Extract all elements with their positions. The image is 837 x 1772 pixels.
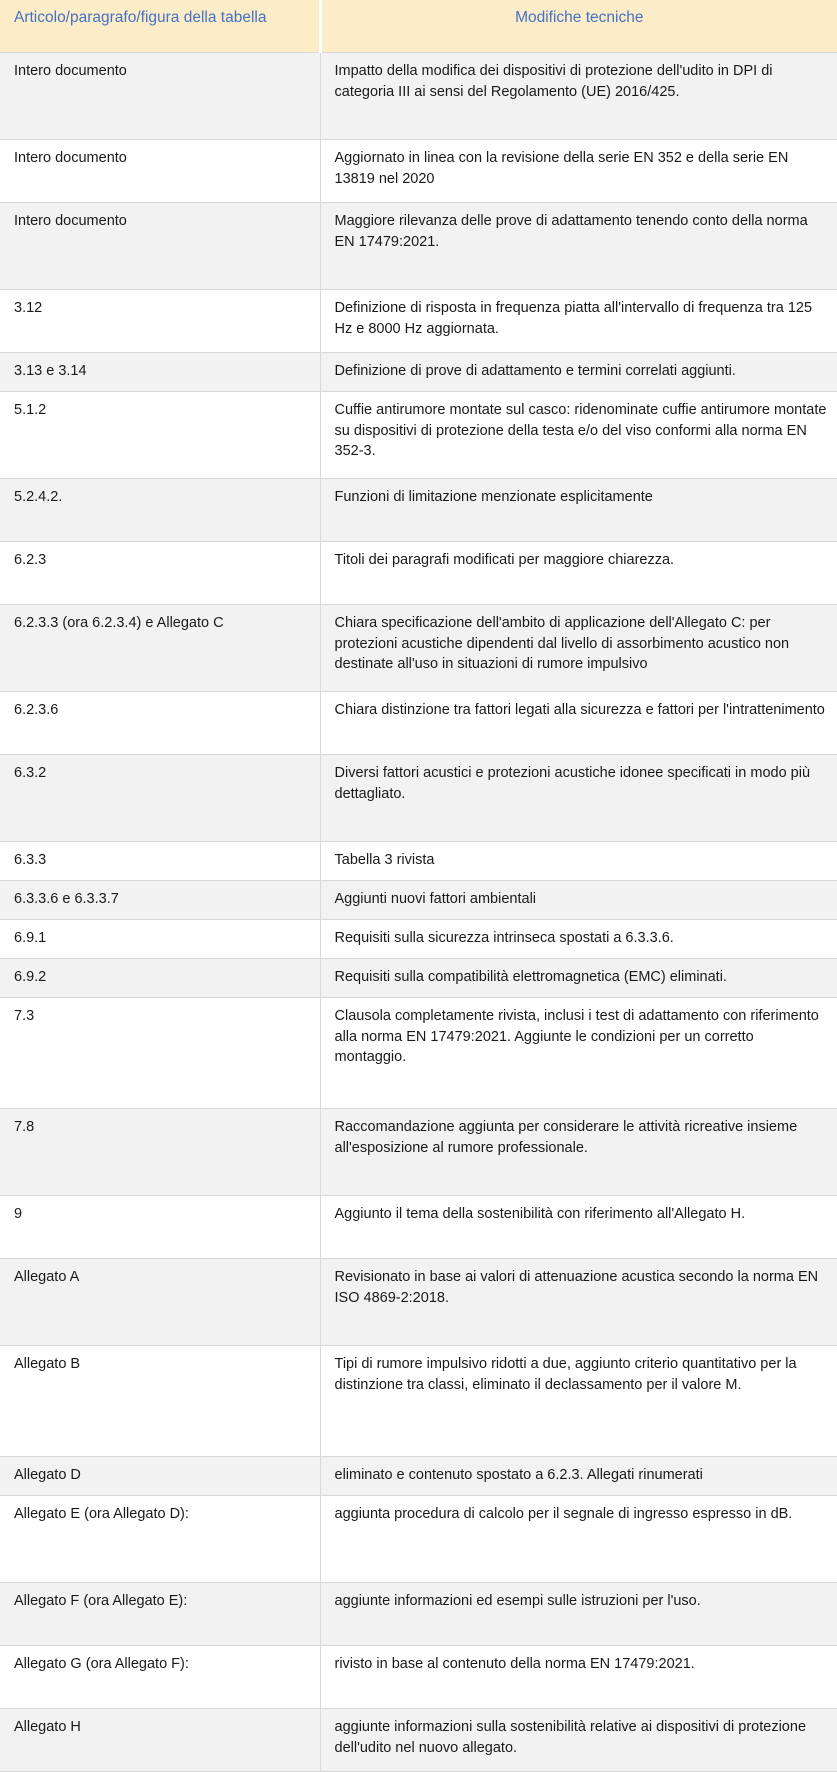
cell-technical-change: rivisto in base al contenuto della norma EN 17479:2021.: [320, 1646, 837, 1709]
table-row: [0, 755, 837, 842]
cell-technical-change: Diversi fattori acustici e protezioni acustiche idonee specificati in modo più dettagliato.: [320, 755, 837, 842]
cell-technical-change: Aggiunti nuovi fattori ambientali: [320, 881, 837, 920]
cell-reference: Allegato A: [0, 1259, 320, 1346]
cell-reference: 9: [0, 1196, 320, 1259]
table-row: [0, 353, 837, 392]
cell-reference: 6.3.3: [0, 842, 320, 881]
cell-technical-change: Definizione di prove di adattamento e termini correlati aggiunti.: [320, 353, 837, 392]
cell-technical-change: Titoli dei paragrafi modificati per maggiore chiarezza.: [320, 542, 837, 605]
cell-reference: Intero documento: [0, 203, 320, 290]
cell-technical-change: Tabella 3 rivista: [320, 842, 837, 881]
cell-technical-change: Requisiti sulla sicurezza intrinseca spostati a 6.3.3.6.: [320, 920, 837, 959]
cell-reference: 5.1.2: [0, 392, 320, 479]
table-row: [0, 842, 837, 881]
cell-technical-change: Tipi di rumore impulsivo ridotti a due, aggiunto criterio quantitativo per la distinzione tra classi, eliminato il declassamento per il valore M.: [320, 1346, 837, 1457]
cell-reference: 6.9.1: [0, 920, 320, 959]
table-header: [0, 0, 837, 53]
table-row: [0, 605, 837, 692]
table-row: [0, 959, 837, 998]
table-row: [0, 392, 837, 479]
cell-reference: Allegato B: [0, 1346, 320, 1457]
cell-reference: Allegato D: [0, 1457, 320, 1496]
table-row: [0, 53, 837, 140]
cell-technical-change: Aggiunto il tema della sostenibilità con riferimento all'Allegato H.: [320, 1196, 837, 1259]
cell-reference: Intero documento: [0, 53, 320, 140]
cell-technical-change: Chiara specificazione dell'ambito di applicazione dell'Allegato C: per protezioni acustiche dipendenti dal livello di assorbimento acustico non destinate all'uso in situazioni di rumore impulsivo: [320, 605, 837, 692]
cell-technical-change: Funzioni di limitazione menzionate esplicitamente: [320, 479, 837, 542]
cell-technical-change: Clausola completamente rivista, inclusi i test di adattamento con riferimento alla norma EN 17479:2021. Aggiunte le condizioni per un corretto montaggio.: [320, 998, 837, 1109]
cell-technical-change: eliminato e contenuto spostato a 6.2.3. Allegati rinumerati: [320, 1457, 837, 1496]
table-row: [0, 920, 837, 959]
cell-reference: Allegato G (ora Allegato F):: [0, 1646, 320, 1709]
table-row: [0, 479, 837, 542]
table-row: [0, 140, 837, 203]
cell-reference: 6.2.3.3 (ora 6.2.3.4) e Allegato C: [0, 605, 320, 692]
table-row: [0, 1457, 837, 1496]
cell-reference: Intero documento: [0, 140, 320, 203]
cell-technical-change: Impatto della modifica dei dispositivi di protezione dell'udito in DPI di categoria III ai sensi del Regolamento (UE) 2016/425.: [320, 53, 837, 140]
cell-reference: 5.2.4.2.: [0, 479, 320, 542]
table-row: [0, 1109, 837, 1196]
table-row: [0, 542, 837, 605]
cell-reference: 6.3.2: [0, 755, 320, 842]
cell-technical-change: aggiunte informazioni ed esempi sulle istruzioni per l'uso.: [320, 1583, 837, 1646]
cell-technical-change: aggiunta procedura di calcolo per il segnale di ingresso espresso in dB.: [320, 1496, 837, 1583]
cell-technical-change: Revisionato in base ai valori di attenuazione acustica secondo la norma EN ISO 4869-2:2018.: [320, 1259, 837, 1346]
cell-reference: Allegato E (ora Allegato D):: [0, 1496, 320, 1583]
table-body: [0, 53, 837, 1772]
cell-reference: 6.9.2: [0, 959, 320, 998]
cell-reference: 3.13 e 3.14: [0, 353, 320, 392]
cell-reference: 7.3: [0, 998, 320, 1109]
cell-reference: 7.8: [0, 1109, 320, 1196]
table-row: [0, 1346, 837, 1457]
table-row: [0, 1709, 837, 1772]
cell-technical-change: Requisiti sulla compatibilità elettromagnetica (EMC) eliminati.: [320, 959, 837, 998]
table-row: [0, 1583, 837, 1646]
table-row: [0, 692, 837, 755]
cell-technical-change: Maggiore rilevanza delle prove di adattamento tenendo conto della norma EN 17479:2021.: [320, 203, 837, 290]
table-row: [0, 290, 837, 353]
table-header-row: [0, 0, 837, 53]
cell-reference: 6.2.3: [0, 542, 320, 605]
cell-technical-change: Definizione di risposta in frequenza piatta all'intervallo di frequenza tra 125 Hz e 8000 Hz aggiornata.: [320, 290, 837, 353]
column-header-technical-changes: Modifiche tecniche: [320, 0, 837, 53]
cell-reference: 6.3.3.6 e 6.3.3.7: [0, 881, 320, 920]
cell-technical-change: Aggiornato in linea con la revisione della serie EN 352 e della serie EN 13819 nel 2020: [320, 140, 837, 203]
column-header-reference: Articolo/paragrafo/figura della tabella: [0, 0, 320, 53]
cell-reference: 6.2.3.6: [0, 692, 320, 755]
table-row: [0, 1196, 837, 1259]
cell-technical-change: Chiara distinzione tra fattori legati alla sicurezza e fattori per l'intrattenimento: [320, 692, 837, 755]
cell-reference: 3.12: [0, 290, 320, 353]
cell-technical-change: aggiunte informazioni sulla sostenibilità relative ai dispositivi di protezione dell'udito nel nuovo allegato.: [320, 1709, 837, 1772]
table-row: [0, 1496, 837, 1583]
cell-technical-change: Raccomandazione aggiunta per considerare le attività ricreative insieme all'esposizione al rumore professionale.: [320, 1109, 837, 1196]
table-row: [0, 881, 837, 920]
table-row: [0, 1646, 837, 1709]
table-row: [0, 1259, 837, 1346]
table-row: [0, 998, 837, 1109]
table-row: [0, 203, 837, 290]
cell-reference: Allegato H: [0, 1709, 320, 1772]
cell-technical-change: Cuffie antirumore montate sul casco: ridenominate cuffie antirumore montate su dispositivi di protezione della testa e/o del viso conformi alla norma EN 352-3.: [320, 392, 837, 479]
cell-reference: Allegato F (ora Allegato E):: [0, 1583, 320, 1646]
